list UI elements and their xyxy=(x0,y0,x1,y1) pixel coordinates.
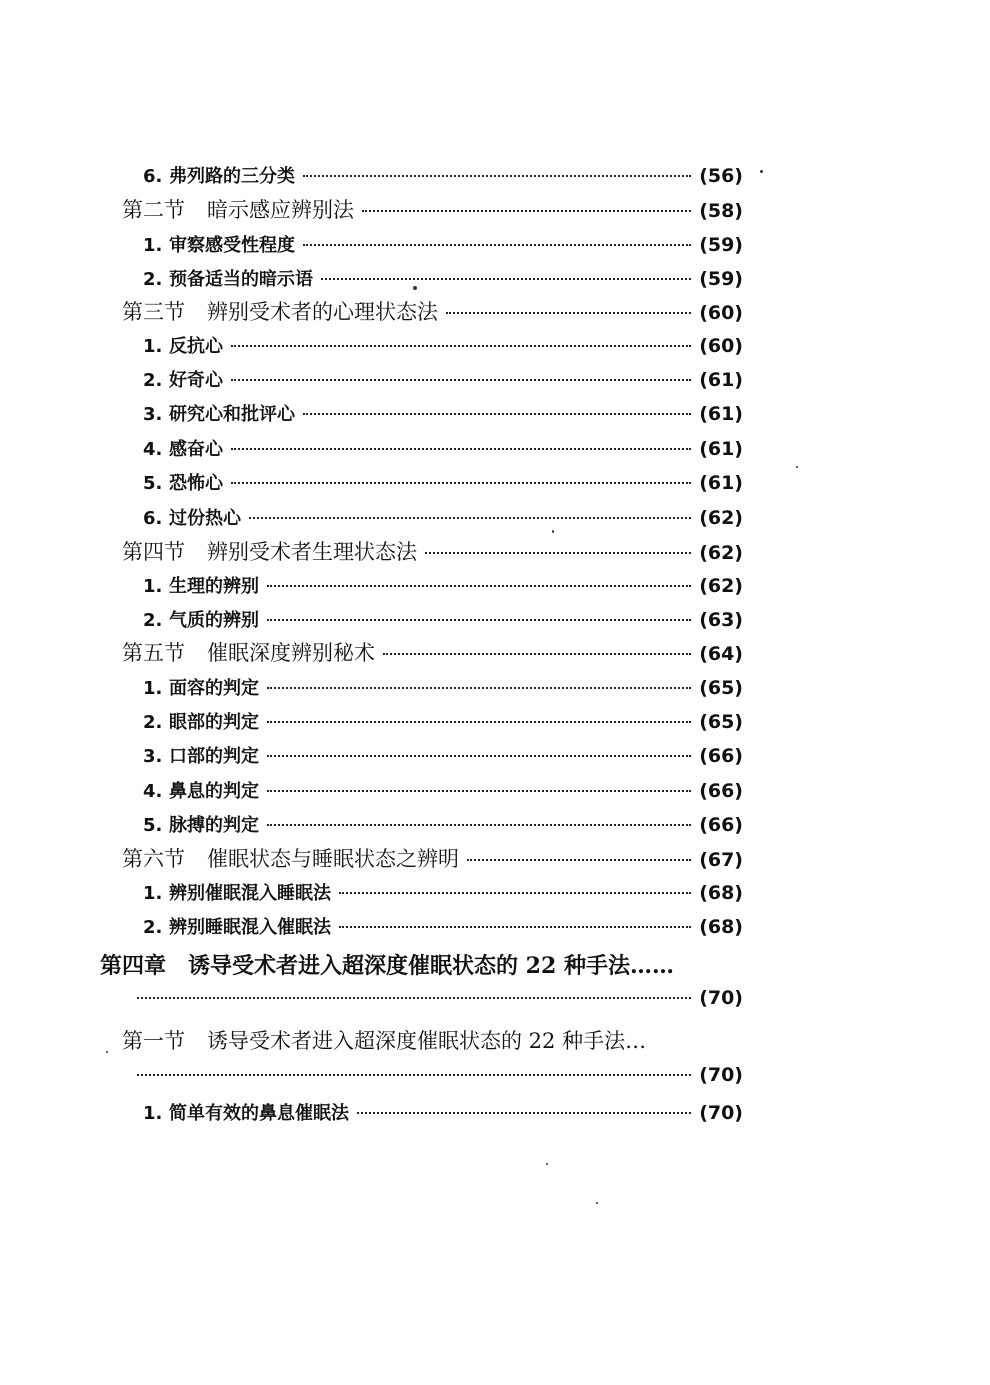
page-number: (66) xyxy=(699,780,743,802)
toc-entry xyxy=(143,879,743,905)
entry-title: 弗列路的三分类 xyxy=(169,166,295,187)
entry-number: 6. xyxy=(143,508,163,529)
entry-number: 6. xyxy=(143,166,163,187)
dot-leader xyxy=(231,379,691,381)
page-number: (61) xyxy=(699,403,743,425)
entry-title: 感奋心 xyxy=(169,439,223,460)
toc-section xyxy=(122,194,743,224)
dot-leader xyxy=(267,687,691,689)
toc-entry xyxy=(143,231,743,257)
page-number: (59) xyxy=(699,234,743,256)
section-number: 第五节 xyxy=(122,641,185,665)
entry-title: 反抗心 xyxy=(169,336,223,357)
page-number: (64) xyxy=(699,643,743,665)
entry-title: 生理的辨别 xyxy=(169,576,259,597)
toc-entry xyxy=(143,265,743,291)
page-number: (66) xyxy=(699,745,743,767)
section-title: 催眠状态与睡眠状态之辨明 xyxy=(207,847,459,871)
toc-entry xyxy=(143,400,743,426)
entry-title: 简单有效的鼻息催眠法 xyxy=(169,1103,349,1124)
entry-title: 辨别睡眠混入催眠法 xyxy=(169,917,331,938)
section-number: 第六节 xyxy=(122,847,185,871)
chapter-title: 诱导受术者进入超深度催眠状态的 22 种手法…… xyxy=(188,953,674,979)
dot-leader xyxy=(267,755,691,757)
dot-leader xyxy=(267,585,691,587)
page-number: (65) xyxy=(699,677,743,699)
dot-leader xyxy=(446,312,691,314)
entry-title: 辨别催眠混入睡眠法 xyxy=(169,883,331,904)
scan-speck xyxy=(760,170,763,173)
page-number: (62) xyxy=(699,542,743,564)
entry-number: 1. xyxy=(143,883,163,904)
toc-entry xyxy=(143,742,743,768)
dot-leader xyxy=(339,892,691,894)
section-title: 催眠深度辨别秘术 xyxy=(207,641,375,665)
toc-entry xyxy=(143,435,743,461)
toc-entry xyxy=(143,504,743,530)
entry-title: 好奇心 xyxy=(169,370,223,391)
section-number: 第三节 xyxy=(122,300,185,324)
entry-number: 2. xyxy=(143,269,163,290)
entry-number: 3. xyxy=(143,746,163,767)
page-number: (65) xyxy=(699,711,743,733)
section-title: 辨别受术者的心理状态法 xyxy=(207,300,438,324)
page-number: (70) xyxy=(699,987,743,1009)
page-number: (59) xyxy=(699,268,743,290)
section-number: 第一节 xyxy=(122,1029,185,1053)
scan-speck xyxy=(552,530,554,533)
toc-entry xyxy=(143,366,743,392)
page-number: (60) xyxy=(699,302,743,324)
toc-entry xyxy=(143,777,743,803)
page-number: (68) xyxy=(699,882,743,904)
dot-leader xyxy=(249,517,691,519)
toc-section xyxy=(122,843,743,873)
dot-leader xyxy=(267,721,691,723)
toc-entry xyxy=(143,606,743,632)
toc-entry xyxy=(143,332,743,358)
section-title: 暗示感应辨别法 xyxy=(207,198,354,222)
entry-number: 2. xyxy=(143,917,163,938)
toc-section xyxy=(122,1025,743,1055)
entry-number: 1. xyxy=(143,336,163,357)
dot-leader xyxy=(357,1112,691,1114)
page-number: (61) xyxy=(699,438,743,460)
toc-entry xyxy=(143,674,743,700)
section-title: 诱导受术者进入超深度催眠状态的 22 种手法… xyxy=(207,1029,647,1053)
page-number: (68) xyxy=(699,916,743,938)
entry-number: 5. xyxy=(143,815,163,836)
toc-entry xyxy=(143,1099,743,1125)
toc-entry xyxy=(143,162,743,188)
toc-section-continuation xyxy=(137,1064,743,1086)
entry-number: 1. xyxy=(143,235,163,256)
entry-title: 气质的辨别 xyxy=(169,610,259,631)
dot-leader xyxy=(231,345,691,347)
dot-leader xyxy=(339,926,691,928)
page-number: (58) xyxy=(699,200,743,222)
dot-leader xyxy=(425,552,691,554)
page-number: (70) xyxy=(699,1102,743,1124)
toc-section xyxy=(122,637,743,667)
page-number: (62) xyxy=(699,575,743,597)
section-number: 第四节 xyxy=(122,540,185,564)
dot-leader xyxy=(383,653,691,655)
dot-leader xyxy=(267,619,691,621)
dot-leader xyxy=(467,859,691,861)
dot-leader xyxy=(137,1074,691,1076)
entry-number: 2. xyxy=(143,370,163,391)
toc-entry xyxy=(143,913,743,939)
entry-number: 4. xyxy=(143,439,163,460)
dot-leader xyxy=(303,175,691,177)
page-number: (63) xyxy=(699,609,743,631)
dot-leader xyxy=(137,997,691,999)
toc-section xyxy=(122,536,743,566)
toc-entry xyxy=(143,811,743,837)
dot-leader xyxy=(362,210,691,212)
entry-number: 2. xyxy=(143,712,163,733)
dot-leader xyxy=(231,482,691,484)
entry-number: 3. xyxy=(143,404,163,425)
entry-title: 恐怖心 xyxy=(169,473,223,494)
entry-number: 1. xyxy=(143,576,163,597)
page-number: (61) xyxy=(699,369,743,391)
page-number: (70) xyxy=(699,1064,743,1086)
page-number: (62) xyxy=(699,507,743,529)
dot-leader xyxy=(267,790,691,792)
toc-entry xyxy=(143,469,743,495)
entry-title: 研究心和批评心 xyxy=(169,404,295,425)
toc-entry xyxy=(143,708,743,734)
entry-title: 预备适当的暗示语 xyxy=(169,269,313,290)
page-number: (56) xyxy=(699,165,743,187)
chapter-number: 第四章 xyxy=(100,953,167,979)
page-number: (67) xyxy=(699,849,743,871)
entry-title: 鼻息的判定 xyxy=(169,781,259,802)
page-number: (61) xyxy=(699,472,743,494)
section-number: 第二节 xyxy=(122,198,185,222)
scan-speck xyxy=(413,286,417,290)
entry-title: 过份热心 xyxy=(169,508,241,529)
scan-speck xyxy=(796,466,798,468)
scan-speck xyxy=(546,1163,548,1165)
dot-leader xyxy=(231,448,691,450)
page-number: (66) xyxy=(699,814,743,836)
entry-title: 面容的判定 xyxy=(169,678,259,699)
entry-number: 1. xyxy=(143,678,163,699)
page-number: (60) xyxy=(699,335,743,357)
entry-number: 1. xyxy=(143,1103,163,1124)
toc-entry xyxy=(143,572,743,598)
dot-leader xyxy=(267,824,691,826)
dot-leader xyxy=(321,278,691,280)
dot-leader xyxy=(303,413,691,415)
scan-speck xyxy=(596,1202,598,1204)
entry-number: 4. xyxy=(143,781,163,802)
scan-speck xyxy=(106,1051,108,1053)
toc-chapter-continuation xyxy=(137,987,743,1009)
toc-chapter xyxy=(100,949,730,980)
entry-title: 脉搏的判定 xyxy=(169,815,259,836)
entry-number: 2. xyxy=(143,610,163,631)
entry-title: 审察感受性程度 xyxy=(169,235,295,256)
entry-number: 5. xyxy=(143,473,163,494)
entry-title: 眼部的判定 xyxy=(169,712,259,733)
section-title: 辨别受术者生理状态法 xyxy=(207,540,417,564)
dot-leader xyxy=(303,244,691,246)
entry-title: 口部的判定 xyxy=(169,746,259,767)
toc-section xyxy=(122,296,743,326)
